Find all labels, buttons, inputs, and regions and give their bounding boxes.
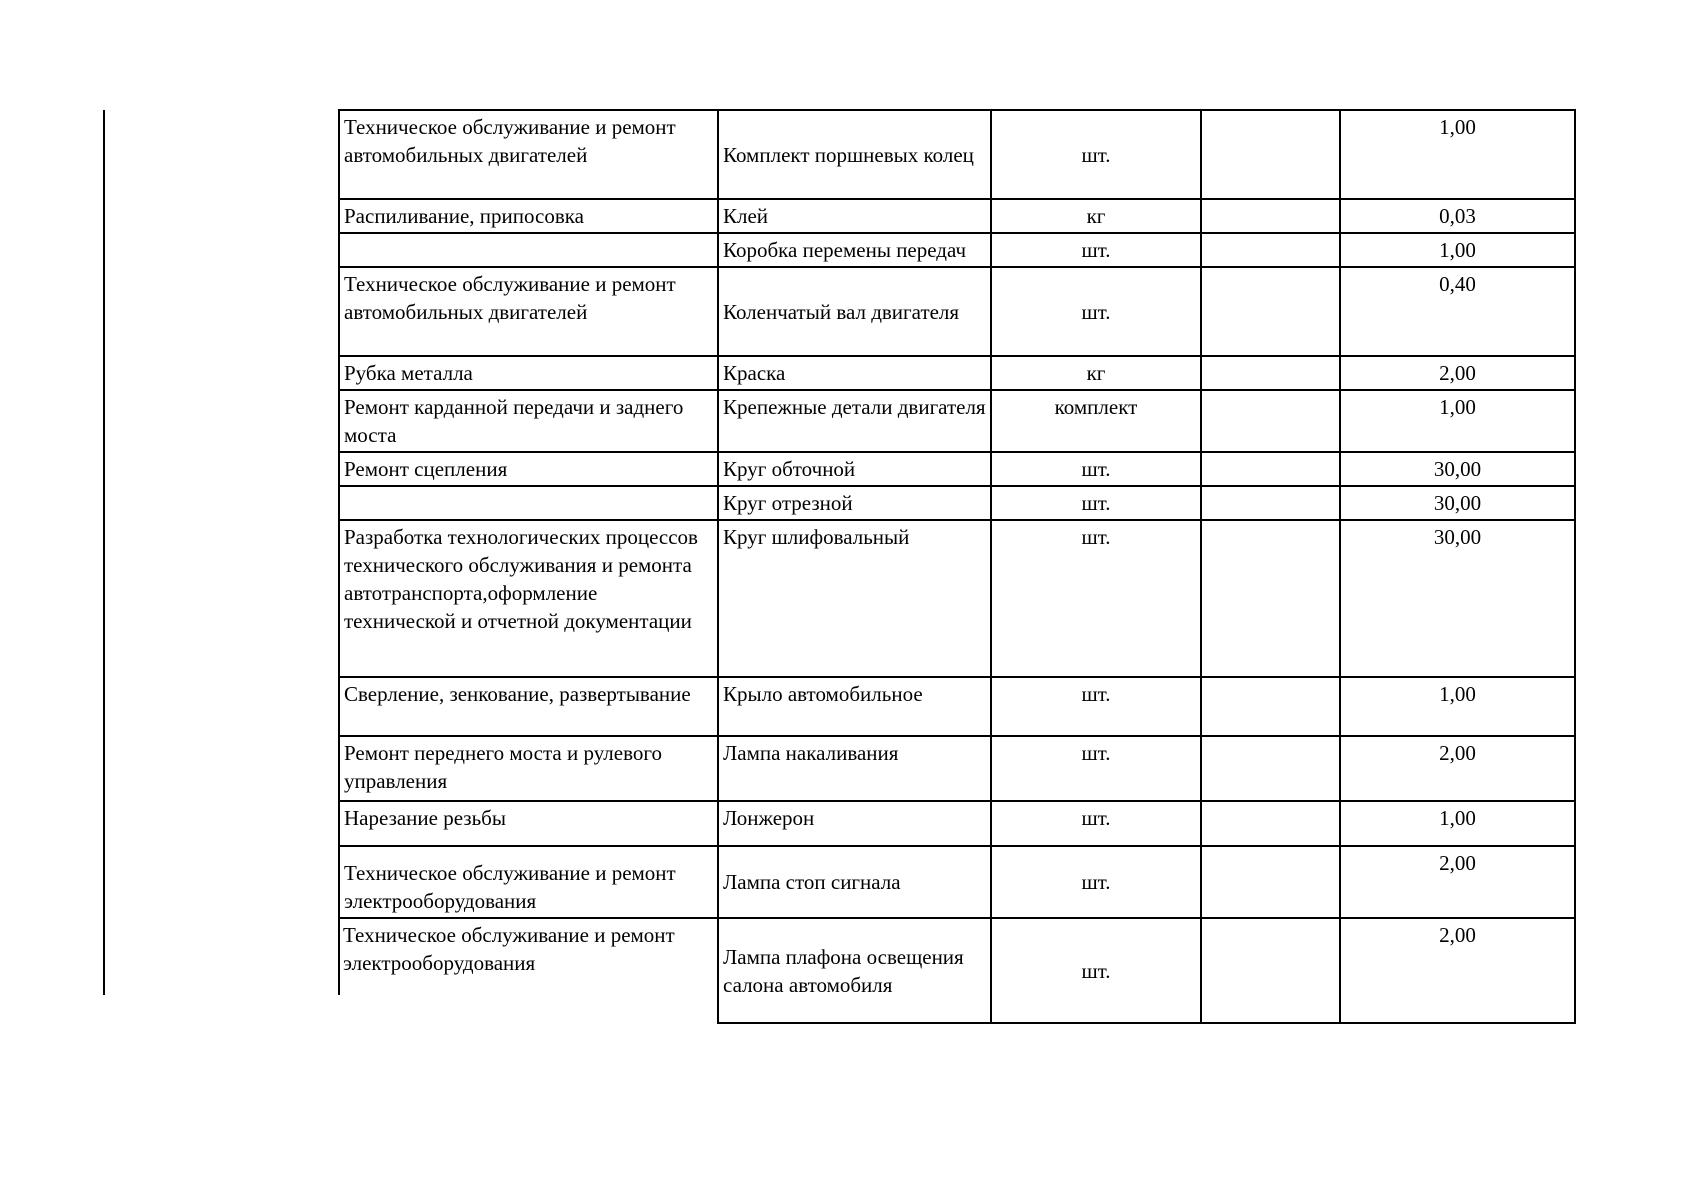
quantity-cell: 1,00 (1340, 110, 1575, 199)
unit-cell: шт. (991, 736, 1201, 801)
quantity-cell: 1,00 (1340, 233, 1575, 267)
material-cell: Клей (718, 199, 991, 233)
material-cell: Крыло автомобильное (718, 677, 991, 736)
empty-cell (1201, 267, 1340, 356)
table-row (339, 846, 1575, 918)
unit-cell: шт. (991, 486, 1201, 520)
empty-cell (1201, 846, 1340, 918)
quantity-cell: 2,00 (1340, 846, 1575, 918)
empty-cell (1201, 736, 1340, 801)
unit-cell: кг (991, 356, 1201, 390)
unit-cell: шт. (991, 267, 1201, 356)
quantity-cell: 30,00 (1340, 452, 1575, 486)
quantity-cell: 30,00 (1340, 486, 1575, 520)
quantity-cell: 0,40 (1340, 267, 1575, 356)
table-row (339, 486, 1575, 520)
unit-cell: кг (991, 199, 1201, 233)
table-row (339, 452, 1575, 486)
empty-cell (1201, 390, 1340, 452)
empty-cell (1201, 452, 1340, 486)
material-cell: Круг обточной (718, 452, 991, 486)
quantity-cell: 1,00 (1340, 801, 1575, 846)
material-cell: Круг шлифовальный (718, 520, 991, 677)
work-cell: Техническое обслуживание и ремонт электрооборудования (339, 918, 718, 1023)
work-cell: Ремонт сцепления (339, 452, 718, 486)
unit-cell: шт. (991, 452, 1201, 486)
table-row (339, 918, 1575, 1023)
work-column-left-rule (338, 110, 340, 995)
table-row (339, 520, 1575, 677)
material-cell: Комплект поршневых колец (718, 110, 991, 199)
work-cell: Техническое обслуживание и ремонт автомобильных двигателей (339, 267, 718, 356)
quantity-cell: 2,00 (1340, 736, 1575, 801)
material-cell: Крепежные детали двигателя (718, 390, 991, 452)
material-cell: Лонжерон (718, 801, 991, 846)
work-cell: Ремонт карданной передачи и заднего моста (339, 390, 718, 452)
unit-cell: шт. (991, 677, 1201, 736)
material-cell: Коробка перемены передач (718, 233, 991, 267)
page-left-rule (103, 110, 105, 995)
empty-cell (1201, 486, 1340, 520)
empty-cell (1201, 356, 1340, 390)
work-cell: Ремонт переднего моста и рулевого управления (339, 736, 718, 801)
empty-cell (1201, 233, 1340, 267)
work-cell-text: Разработка технологических процессов технического обслуживания и ремонта автотранспорта,оформление технической и отчетной документации (344, 525, 698, 633)
work-cell: Нарезание резьбы (339, 801, 718, 846)
work-cell: Распиливание, припосовка (339, 199, 718, 233)
material-cell: Лампа накаливания (718, 736, 991, 801)
table-row (339, 199, 1575, 233)
material-cell: Краска (718, 356, 991, 390)
material-cell: Коленчатый вал двигателя (718, 267, 991, 356)
empty-cell (1201, 918, 1340, 1023)
unit-cell: шт. (991, 846, 1201, 918)
table-row (339, 390, 1575, 452)
unit-cell: шт. (991, 110, 1201, 199)
quantity-cell: 0,03 (1340, 199, 1575, 233)
materials-table (338, 109, 1576, 1024)
table-row (339, 110, 1575, 199)
unit-cell: шт. (991, 801, 1201, 846)
work-cell (339, 520, 718, 677)
table-row (339, 233, 1575, 267)
empty-cell (1201, 520, 1340, 677)
empty-cell (1201, 199, 1340, 233)
work-cell (339, 233, 718, 267)
work-cell (339, 486, 718, 520)
work-cell: Рубка металла (339, 356, 718, 390)
empty-cell (1201, 110, 1340, 199)
unit-cell: шт. (991, 520, 1201, 677)
work-cell: Сверление, зенкование, развертывание (339, 677, 718, 736)
quantity-cell: 2,00 (1340, 918, 1575, 1023)
quantity-cell: 1,00 (1340, 390, 1575, 452)
empty-cell (1201, 801, 1340, 846)
quantity-cell: 1,00 (1340, 677, 1575, 736)
table-row (339, 736, 1575, 801)
quantity-cell: 30,00 (1340, 520, 1575, 677)
table-row (339, 801, 1575, 846)
unit-cell: комплект (991, 390, 1201, 452)
material-cell: Круг отрезной (718, 486, 991, 520)
material-cell: Лампа стоп сигнала (718, 846, 991, 918)
table-row (339, 677, 1575, 736)
table-row (339, 267, 1575, 356)
empty-cell (1201, 677, 1340, 736)
unit-cell: шт. (991, 233, 1201, 267)
material-cell: Лампа плафона освещения салона автомобиля (718, 918, 991, 1023)
unit-cell: шт. (991, 918, 1201, 1023)
quantity-cell: 2,00 (1340, 356, 1575, 390)
work-cell: Техническое обслуживание и ремонт автомобильных двигателей (339, 110, 718, 199)
table-row (339, 356, 1575, 390)
work-cell: Техническое обслуживание и ремонт электрооборудования (339, 846, 718, 918)
